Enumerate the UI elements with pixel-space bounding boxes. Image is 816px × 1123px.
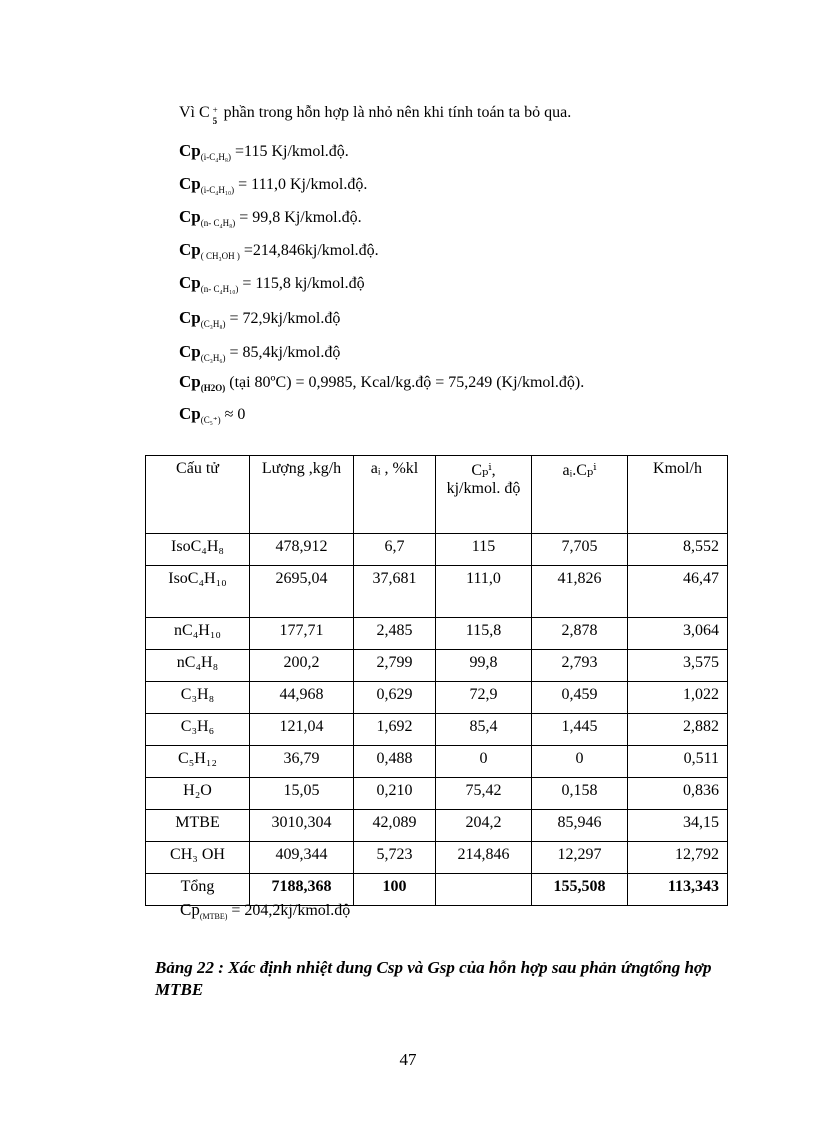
table-row: MTBE 3010,304 42,089 204,2 85,946 34,15	[146, 810, 728, 842]
cp-line-water: $Cp_{(H2O)}$ (tại 80ºC) = 0,9985, Kcal/kg.độ = 75,249 (Kj/kmol.độ).	[179, 372, 585, 394]
header-ai-cp: aᵢ.Cₚⁱ	[532, 456, 628, 534]
page-number: 47	[399, 1050, 417, 1069]
header-component: Cấu tử	[146, 456, 250, 534]
cp-line-n-butene: $Cp_{(n- C_4H_8)} = 99,8$ Kj/kmol.độ.	[179, 207, 362, 229]
header-kmol: Kmol/h	[628, 456, 728, 534]
header-cp: Cₚⁱ, kj/kmol. độ	[436, 456, 532, 534]
table-row: nC₄H₈ 200,2 2,799 99,8 2,793 3,575	[146, 650, 728, 682]
table-row: nC₄H₁₀ 177,71 2,485 115,8 2,878 3,064	[146, 618, 728, 650]
cp-line-isobutane: $Cp_{(i-C_4H_{10})} = 111,0$ Kj/kmol.độ.	[179, 174, 368, 196]
cp-line-n-butane: $Cp_{(n- C_4H_{10})} = 115,8$ kj/kmol.độ	[179, 273, 365, 295]
table-row: IsoC₄H₁₀ 2695,04 37,681 111,0 41,826 46,47	[146, 566, 728, 618]
header-amount: Lượng ,kg/h	[250, 456, 354, 534]
c5-plus-formula: + 5	[212, 105, 218, 126]
cp-line-methanol: $Cp_{( CH_3OH )}$ =214,846kj/kmol.độ.	[179, 240, 379, 262]
table-row: H₂O 15,05 0,210 75,42 0,158 0,836	[146, 778, 728, 810]
table-row: C₅H₁₂ 36,79 0,488 0 0 0,511	[146, 746, 728, 778]
table-row: IsoC₄H₈ 478,912 6,7 115 7,705 8,552	[146, 534, 728, 566]
intro-text: Vì C + 5 phần trong hỗn hợp là nhỏ nên khi tính toán ta bỏ qua.	[179, 104, 572, 126]
cp-line-propene: $Cp_{(C_3H_6)}$ = 85,4kj/kmol.độ	[179, 342, 341, 364]
table-total-row: Tổng 7188,368 100 155,508 113,343	[146, 874, 728, 906]
table-row: CH₃ OH 409,344 5,723 214,846 12,297 12,792	[146, 842, 728, 874]
cp-line-propane: $Cp_{(C_3H_8)}$ = 72,9kj/kmol.độ	[179, 308, 341, 330]
cp-mtbe-note: $Cp_{(MTBE)}$ = 204,2kj/kmol.độ	[180, 900, 351, 922]
table-caption: Bảng 22 : Xác định nhiệt dung Csp và Gsp của hỗn hợp sau phản ứngtổng hợp MTBE	[155, 958, 712, 999]
table-row: C₃H₈ 44,968 0,629 72,9 0,459 1,022	[146, 682, 728, 714]
cp-line-c5-plus: $Cp_{(C_5^+)} \approx 0$	[179, 404, 246, 426]
table-row: C₃H₆ 121,04 1,692 85,4 1,445 2,882	[146, 714, 728, 746]
heat-capacity-table	[145, 455, 728, 906]
cp-line-isobutene: $Cp_{(i-C_4H_8)} =115$ Kj/kmol.độ.	[179, 141, 349, 163]
header-mass-fraction: aᵢ , %kl	[354, 456, 436, 534]
table-header-row	[146, 456, 728, 534]
